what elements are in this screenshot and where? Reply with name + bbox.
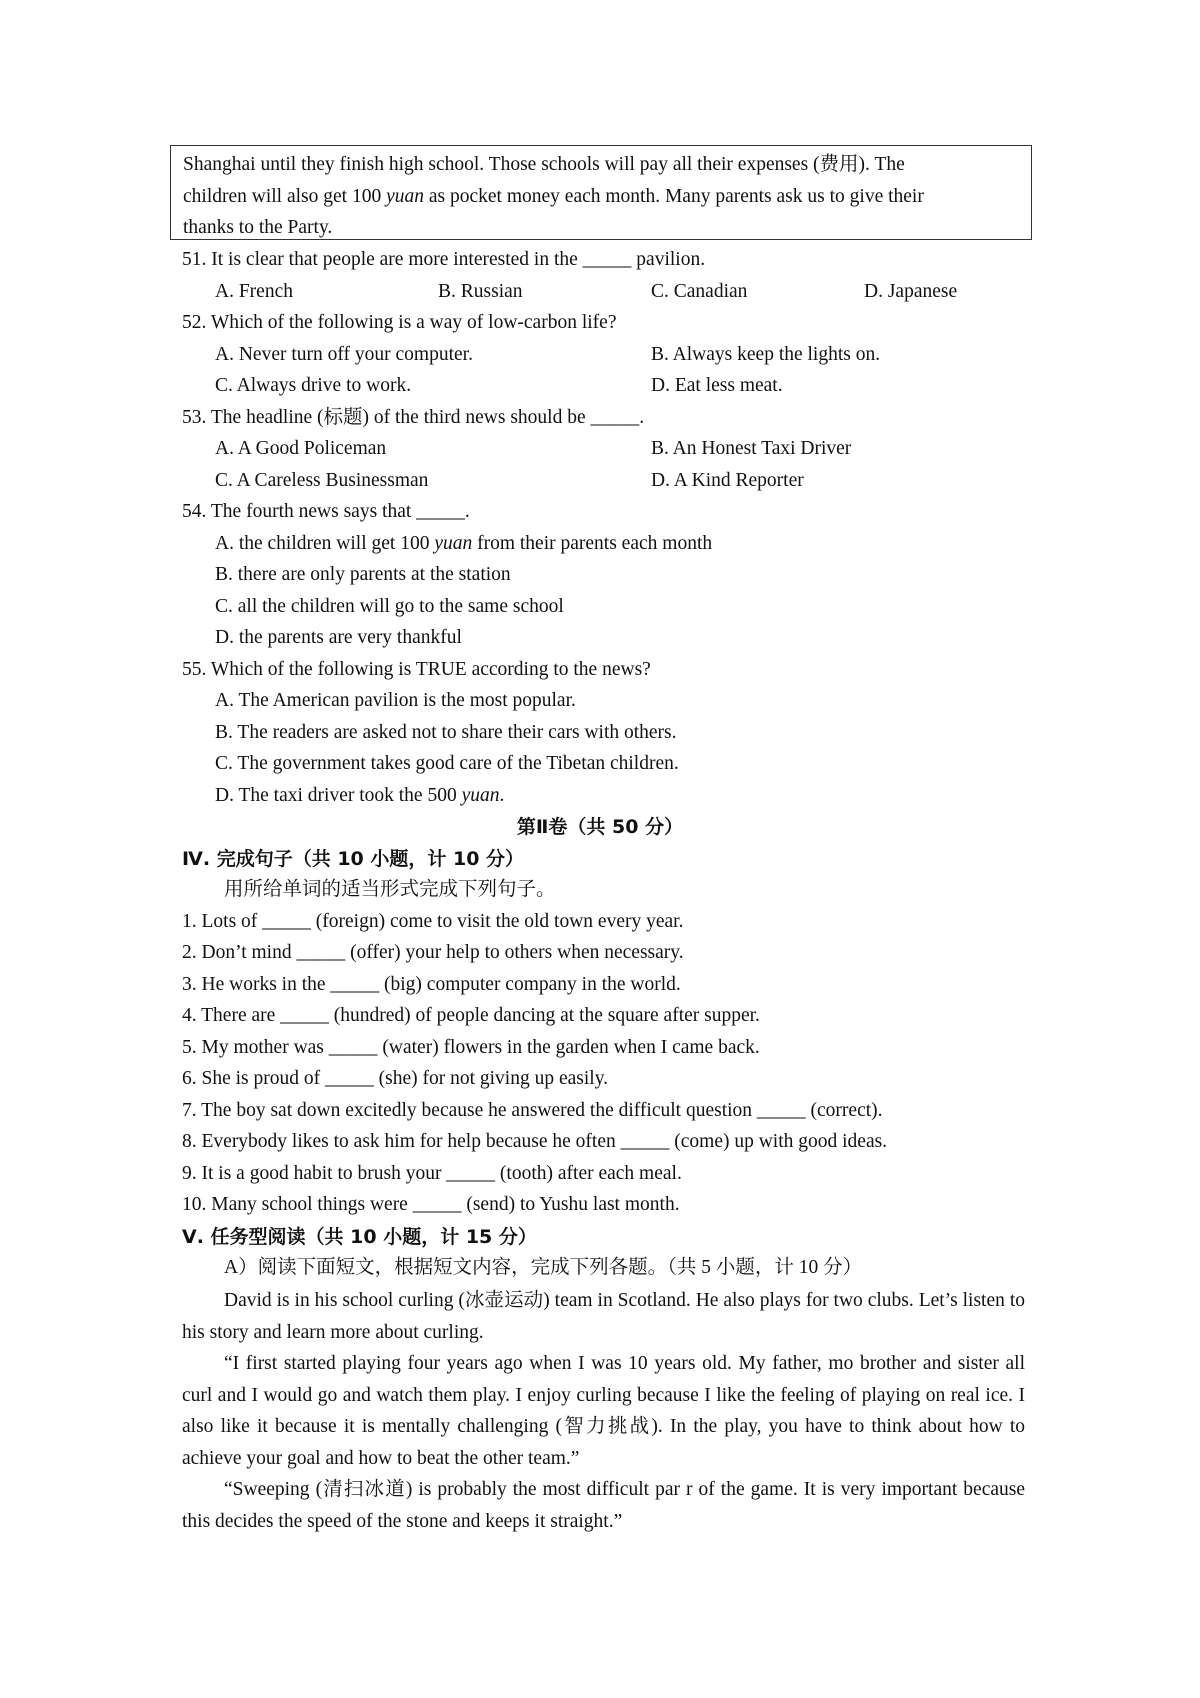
passage-line-2-start: children will also get 100 <box>183 185 382 207</box>
sentence-item-5: 5. My mother was _____ (water) flowers in the garden when I came back. <box>182 1037 760 1058</box>
sentence-item-8: 8. Everybody likes to ask him for help because he often _____ (come) up with good ideas. <box>182 1131 888 1152</box>
q54-option-c: C. all the children will go to the same school <box>215 596 564 617</box>
q53-option-b: B. An Honest Taxi Driver <box>651 438 852 459</box>
q51-option-c: C. Canadian <box>651 281 748 302</box>
q52-option-d: D. Eat less meat. <box>651 375 783 396</box>
question-53-stem: 53. The headline (标题) of the third news should be _____. <box>182 407 645 428</box>
question-51-stem: 51. It is clear that people are more interested in the _____ pavilion. <box>182 249 706 270</box>
passage-box <box>170 145 1032 240</box>
q52-option-b: B. Always keep the lights on. <box>651 344 881 365</box>
question-55-stem: 55. Which of the following is TRUE according to the news? <box>182 659 651 680</box>
passage-line-2-end: as pocket money each month. Many parents ask us to give their <box>428 185 924 207</box>
q55-option-d <box>215 784 504 808</box>
section-5-title: Ⅴ. 任务型阅读（共 10 小题，计 15 分） <box>182 1226 537 1248</box>
q55-option-c: C. The government takes good care of the Tibetan children. <box>215 753 679 774</box>
q55-option-b: B. The readers are asked not to share their cars with others. <box>215 722 677 743</box>
q54-option-b: B. there are only parents at the station <box>215 564 511 585</box>
question-54-stem: 54. The fourth news says that _____. <box>182 501 470 522</box>
sentence-item-1: 1. Lots of _____ (foreign) come to visit the old town every year. <box>182 911 684 932</box>
q52-option-a: A. Never turn off your computer. <box>215 344 473 365</box>
passage-line-2-italic: yuan <box>386 185 424 207</box>
q52-option-c: C. Always drive to work. <box>215 375 412 396</box>
q55-option-d-italic: yuan <box>461 785 500 806</box>
sentence-item-4: 4. There are _____ (hundred) of people dancing at the square after supper. <box>182 1005 760 1026</box>
sentence-item-9: 9. It is a good habit to brush your _____ (tooth) after each meal. <box>182 1163 682 1184</box>
part-2-title: 第Ⅱ卷（共 50 分） <box>516 816 684 838</box>
passage-line-3: thanks to the Party. <box>183 217 333 238</box>
q54-option-a-start: A. the children will get 100 <box>215 533 430 554</box>
q55-option-d-end: . <box>499 785 505 806</box>
q55-option-a: A. The American pavilion is the most popular. <box>215 690 576 711</box>
q55-option-d-start: D. The taxi driver took the 500 <box>215 785 457 806</box>
q54-option-a <box>215 532 712 556</box>
q51-option-a: A. French <box>215 281 293 302</box>
passage-line-2 <box>183 181 1021 213</box>
sentence-item-7: 7. The boy sat down excitedly because he answered the difficult question _____ (correct). <box>182 1100 883 1121</box>
q53-option-d: D. A Kind Reporter <box>651 470 804 491</box>
question-52-stem: 52. Which of the following is a way of low-carbon life? <box>182 312 617 333</box>
reading-paragraph-1: David is in his school curling (冰壶运动) team in Scotland. He also plays for two clubs. Let’s listen to his story and learn more about curling. <box>182 1290 1025 1343</box>
reading-paragraph-3: “Sweeping (清扫冰道) is probably the most difficult par r of the game. It is very important because this decides the speed of the stone and keeps it straight.” <box>182 1479 1025 1532</box>
q54-option-a-italic: yuan <box>434 533 473 554</box>
q51-option-d: D. Japanese <box>864 281 958 302</box>
sentence-item-2: 2. Don’t mind _____ (offer) your help to others when necessary. <box>182 942 684 963</box>
q54-option-a-end: from their parents each month <box>477 533 713 554</box>
sentence-item-6: 6. She is proud of _____ (she) for not giving up easily. <box>182 1068 609 1089</box>
reading-paragraph-2: “I first started playing four years ago when I was 10 years old. My father, mo brother and sister all curl and I would go and watch them play. I enjoy curling because I like the feeling of playing on real ice. I also like it because it is mentally challenging (智力挑战). In the play, you have to think about how to achieve your goal and how to beat the other team.” <box>182 1353 1025 1469</box>
section-4-title: Ⅳ. 完成句子（共 10 小题，计 10 分） <box>182 848 525 870</box>
sentence-item-10: 10. Many school things were _____ (send) to Yushu last month. <box>182 1194 680 1215</box>
q53-option-c: C. A Careless Businessman <box>215 470 429 491</box>
q53-option-a: A. A Good Policeman <box>215 438 387 459</box>
q51-option-b: B. Russian <box>438 281 523 302</box>
sentence-item-3: 3. He works in the _____ (big) computer company in the world. <box>182 974 681 995</box>
passage-line-1: Shanghai until they finish high school. Those schools will pay all their expenses (费用). The <box>183 154 905 175</box>
section-5-sub-instruction: A）阅读下面短文，根据短文内容，完成下列各题。（共 5 小题，计 10 分） <box>224 1257 863 1278</box>
q54-option-d: D. the parents are very thankful <box>215 627 462 648</box>
section-4-instruction: 用所给单词的适当形式完成下列句子。 <box>224 879 556 900</box>
